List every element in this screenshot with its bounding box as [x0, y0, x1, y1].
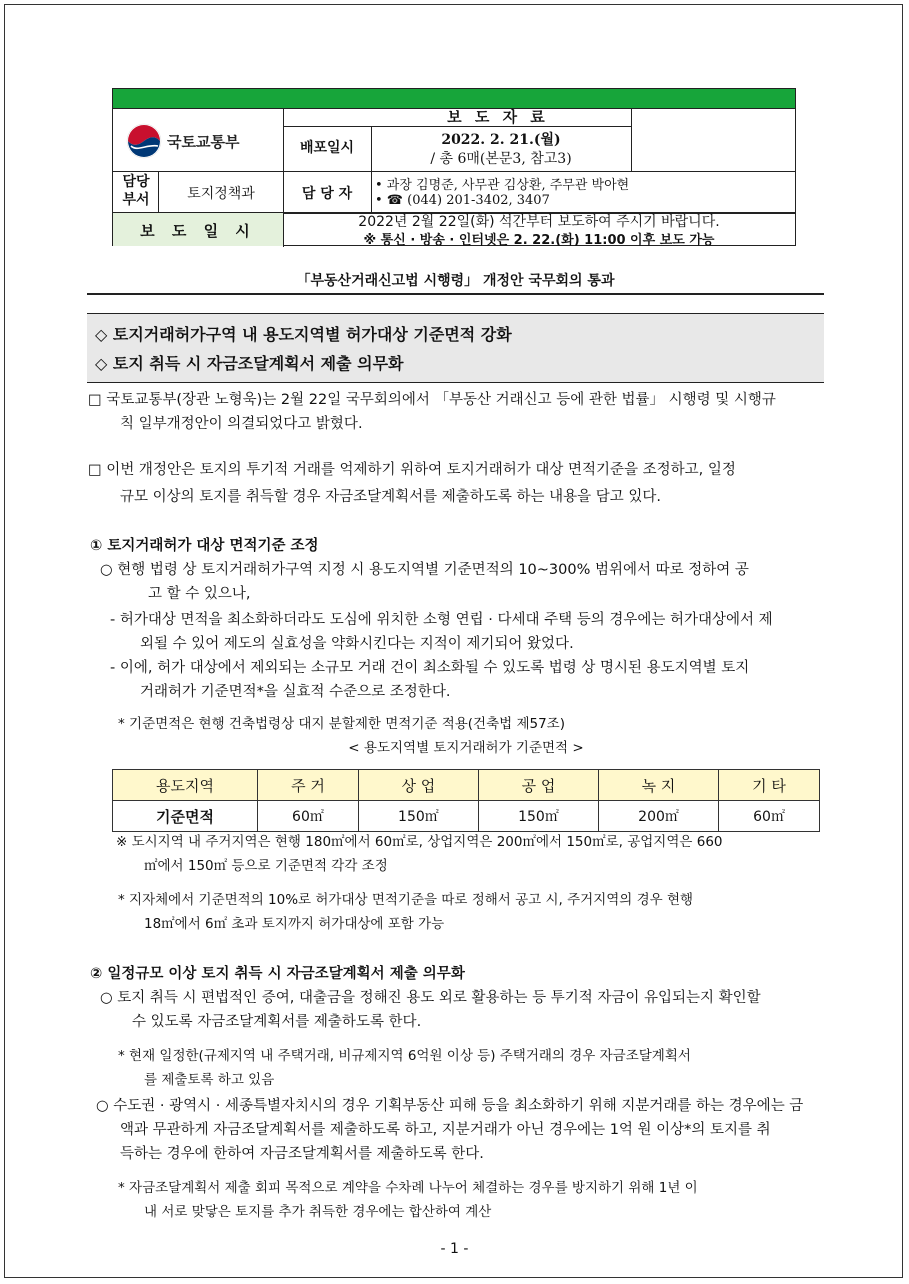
table-cell: 60㎡ [719, 801, 820, 832]
section1-note2-line1: * 지자체에서 기준면적의 10%로 허가대상 면적기준을 따로 정해서 공고 시, 주거지역의 경우 현행 [118, 892, 694, 908]
release-line-1: 2022년 2월 22일(화) 석간부터 보도하여 주시기 바랍니다. [358, 214, 720, 230]
distribution-pages: / 총 6매(본문3, 참고3) [430, 151, 572, 167]
section2-bullet2-line2: 액과 무관하게 자금조달계획서를 제출하도록 하고, 지분거래가 아닌 경우에는 1억 원 이상*의 토지를 취 [120, 1122, 771, 1138]
section2-bullet1-line2: 수 있도록 자금조달계획서를 제출하도록 한다. [132, 1014, 422, 1030]
area-table-title: < 용도지역별 토지거래허가 기준면적 > [348, 740, 584, 756]
table-row [113, 801, 820, 832]
summary-box [87, 313, 824, 383]
section1-ref-line1: ※ 도시지역 내 주거지역은 현행 180㎡에서 60㎡로, 상업지역은 200㎡에서 150㎡로, 공업지역은 660 [116, 834, 723, 850]
section1-heading: ① 토지거래허가 대상 면적기준 조정 [90, 538, 319, 554]
section2-note2-line1: * 자금조달계획서 제출 회피 목적으로 계약을 수차례 나누어 체결하는 경우를 방지하기 위해 1년 이 [118, 1180, 698, 1196]
government-emblem-icon [125, 122, 163, 160]
section2-note2-line2: 내 서로 맞닿은 토지를 추가 취득한 경우에는 합산하여 계산 [144, 1204, 492, 1220]
section1-bullet1-line2: 고 할 수 있으나, [148, 586, 251, 602]
dept-label: 담당 부서 [122, 174, 150, 208]
contact-people: • 과장 김명준, 사무관 김상환, 주무관 박아현 [375, 178, 630, 193]
table-cell: 150㎡ [478, 801, 598, 832]
intro-p2-line2: 규모 이상의 토지를 취득할 경우 자금조달계획서를 제출하도록 하는 내용을 담고 있다. [120, 489, 661, 505]
ministry-name: 국토교통부 [167, 133, 240, 151]
intro-p2-line1: □ 이번 개정안은 토지의 투기적 거래를 억제하기 위하여 토지거래허가 대상 면적기준을 조정하고, 일정 [88, 462, 736, 478]
table-header-cell: 주 거 [258, 770, 359, 801]
section1-note2-line2: 18㎡에서 6㎡ 초과 토지까지 허가대상에 포함 가능 [144, 916, 445, 932]
table-header-cell: 기 타 [719, 770, 820, 801]
title-underline [87, 293, 824, 295]
header-green-bar [113, 89, 795, 108]
page-number: - 1 - [440, 1241, 469, 1257]
table-cell: 60㎡ [258, 801, 359, 832]
release-line-2: ※ 통신 · 방송 · 인터넷은 2. 22.(화) 11:00 이후 보도 가능 [363, 233, 715, 248]
intro-p1-line2: 칙 일부개정안이 의결되었다고 밝혔다. [120, 416, 363, 432]
table-cell: 200㎡ [599, 801, 719, 832]
section2-note1-line1: * 현재 일정한(규제지역 내 주택거래, 비규제지역 6억원 이상 등) 주택거래의 경우 자금조달계획서 [118, 1048, 691, 1064]
section1-bullet1-line1: ○ 현행 법령 상 토지거래허가구역 지정 시 용도지역별 기준면적의 10~300% 범위에서 따로 정하여 공 [100, 562, 749, 578]
section2-bullet1-line1: ○ 토지 취득 시 편법적인 증여, 대출금을 정해진 용도 외로 활용하는 등 투기적 자금이 유입되는지 확인할 [100, 990, 761, 1006]
table-header-cell: 녹 지 [599, 770, 719, 801]
press-release-label: 보 도 자 료 [447, 108, 549, 126]
table-cell: 150㎡ [358, 801, 478, 832]
table-header-cell: 상 업 [358, 770, 478, 801]
section1-note1: * 기준면적은 현행 건축법령상 대지 분할제한 면적기준 적용(건축법 제57조) [118, 716, 565, 732]
intro-p1-line1: □ 국토교통부(장관 노형욱)는 2월 22일 국무회의에서 「부동산 거래신고 등에 관한 법률」 시행령 및 시행규 [88, 392, 776, 408]
release-label: 보 도 일 시 [140, 222, 256, 240]
section2-heading: ② 일정규모 이상 토지 취득 시 자금조달계획서 제출 의무화 [90, 966, 465, 982]
distribution-label: 배포일시 [299, 140, 355, 156]
section2-bullet2-line1: ○ 수도권 · 광역시 · 세종특별자치시의 경우 기획부동산 피해 등을 최소화하기 위해 지분거래를 하는 경우에는 금 [96, 1098, 804, 1114]
section1-dash2-line1: - 이에, 허가 대상에서 제외되는 소규모 거래 건이 최소화될 수 있도록 법령 상 명시된 용도지역별 토지 [110, 660, 750, 676]
table-header-cell: 용도지역 [113, 770, 258, 801]
press-header-table [112, 88, 796, 246]
contact-label: 담 당 자 [301, 186, 353, 202]
distribution-date: 2022. 2. 21.(월) [441, 132, 561, 148]
section1-dash2-line2: 거래허가 기준면적*을 실효적 수준으로 조정한다. [140, 684, 451, 700]
contact-phone: • ☎ (044) 201-3402, 3407 [375, 193, 550, 208]
summary-item-2: ◇ 토지 취득 시 자금조달계획서 제출 의무화 [95, 354, 404, 373]
area-standard-table [112, 769, 820, 832]
section1-ref-line2: ㎡에서 150㎡ 등으로 기준면적 각각 조정 [144, 858, 388, 874]
table-header-cell: 공 업 [478, 770, 598, 801]
dept-name: 토지정책과 [187, 186, 255, 202]
summary-item-1: ◇ 토지거래허가구역 내 용도지역별 허가대상 기준면적 강화 [95, 325, 512, 344]
section2-bullet2-line3: 득하는 경우에 한하여 자금조달계획서를 제출하도록 한다. [120, 1146, 484, 1162]
table-header-row [113, 770, 820, 801]
page-title: 「부동산거래신고법 시행령」 개정안 국무회의 통과 [296, 273, 615, 289]
section1-dash1-line2: 외될 수 있어 제도의 실효성을 약화시킨다는 지적이 제기되어 왔었다. [140, 636, 574, 652]
section1-dash1-line1: - 허가대상 면적을 최소화하더라도 도심에 위치한 소형 연립 · 다세대 주택 등의 경우에는 허가대상에서 제 [110, 612, 773, 628]
table-row-label: 기준면적 [113, 801, 258, 832]
section2-note1-line2: 를 제출토록 하고 있음 [144, 1072, 275, 1088]
